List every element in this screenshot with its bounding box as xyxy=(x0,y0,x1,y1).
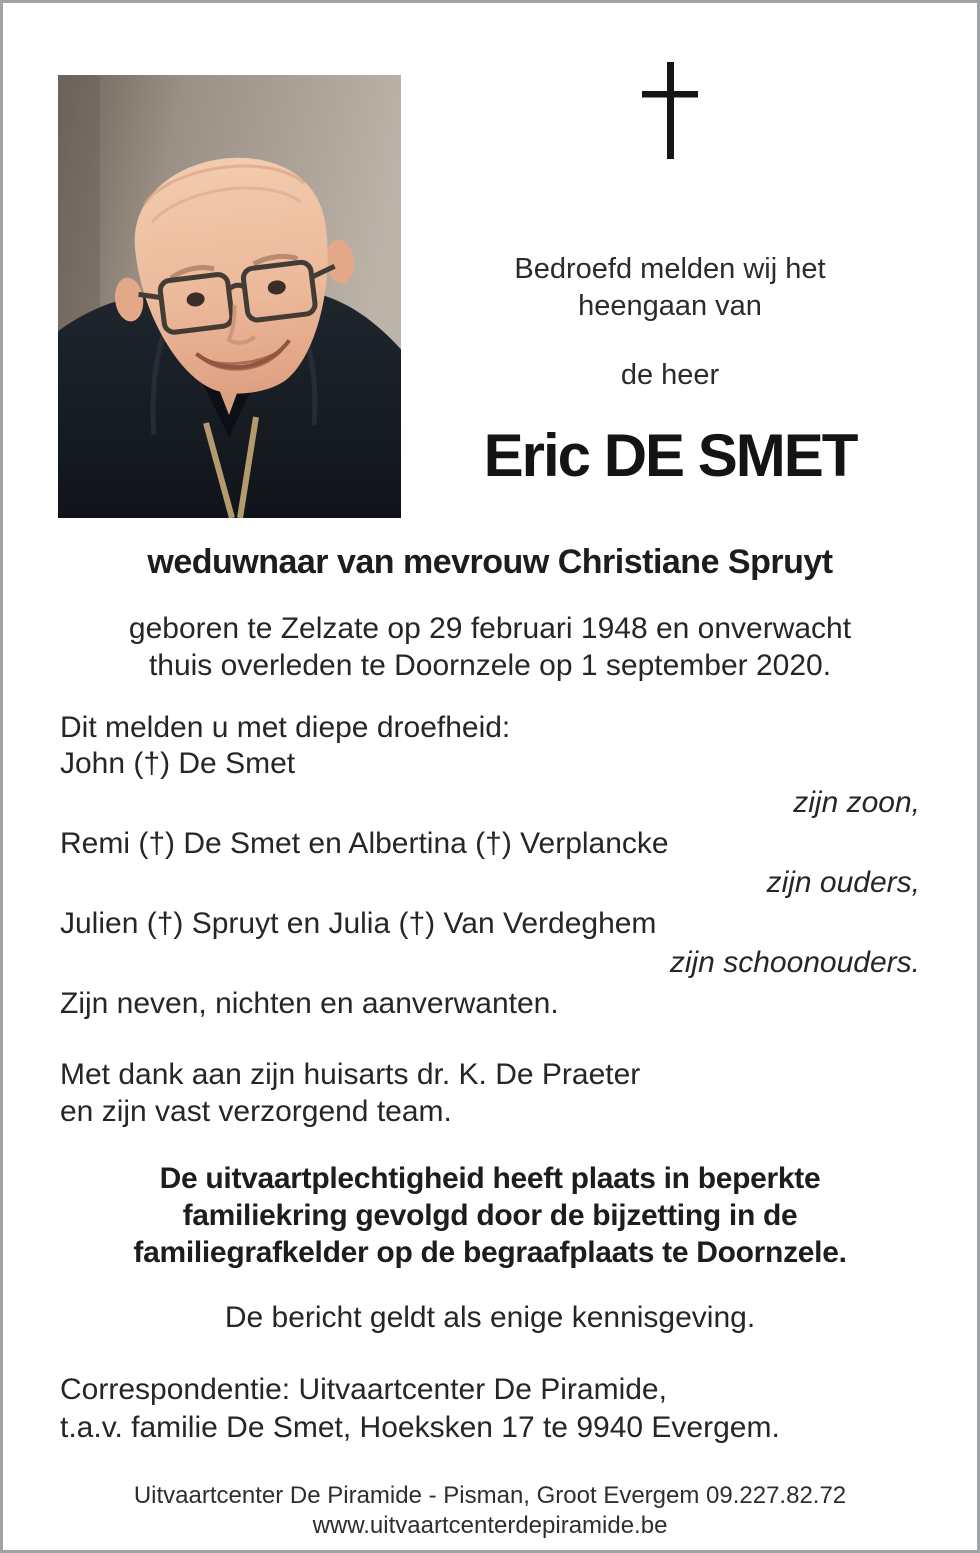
family-entry-names: John (†) De Smet xyxy=(60,747,296,780)
announcement-closing: Zijn neven, nichten en aanverwanten. xyxy=(60,987,559,1020)
family-entry-relation: zijn schoonouders. xyxy=(669,946,920,979)
intro-line-2: heengaan van xyxy=(578,290,762,322)
correspondence-line-1: Correspondentie: Uitvaartcenter De Piramide, xyxy=(60,1373,667,1406)
deceased-name: Eric DE SMET xyxy=(483,422,857,489)
footer-website: www.uitvaartcenterdepiramide.be xyxy=(312,1512,668,1539)
family-entry xyxy=(60,746,920,821)
life-dates xyxy=(60,610,920,684)
intro-text xyxy=(400,251,940,325)
family-entry xyxy=(60,906,920,981)
portrait-photo xyxy=(58,75,401,518)
life-dates-line-1: geboren te Zelzate op 29 februari 1948 en onverwacht xyxy=(128,612,852,645)
correspondence-line-2: t.a.v. familie De Smet, Hoeksken 17 te 9940 Evergem. xyxy=(60,1411,780,1444)
ceremony-line-2: familiekring gevolgd door de bijzetting in de xyxy=(182,1199,798,1232)
thanks-block xyxy=(60,1056,920,1130)
card-header xyxy=(3,3,977,521)
ceremony-line-1: De uitvaartplechtigheid heeft plaats in beperkte xyxy=(159,1162,821,1195)
family-entry xyxy=(60,826,920,901)
footer-contact: Uitvaartcenter De Piramide - Pisman, Groot Evergem 09.227.82.72 xyxy=(133,1482,847,1509)
correspondence-block xyxy=(60,1371,920,1447)
family-entry-relation: zijn ouders, xyxy=(766,866,920,899)
latin-cross-icon xyxy=(642,62,698,159)
intro-line-1: Bedroefd melden wij het xyxy=(514,253,826,285)
ceremony-line-3: familiegrafkelder op de begraafplaats te Doornzele. xyxy=(133,1236,847,1269)
life-dates-line-2: thuis overleden te Doornzele op 1 september 2020. xyxy=(148,649,832,682)
ceremony-block xyxy=(60,1160,920,1271)
footer-block xyxy=(60,1481,920,1541)
family-entry-names: Remi (†) De Smet en Albertina (†) Verplancke xyxy=(60,827,669,860)
header-text-column xyxy=(400,3,940,521)
salutation: de heer xyxy=(620,359,720,391)
announcement-block xyxy=(60,710,920,1022)
family-entry-names: Julien (†) Spruyt en Julia (†) Van Verdeghem xyxy=(60,907,657,940)
announcement-intro: Dit melden u met diepe droefheid: xyxy=(60,711,511,744)
card-body xyxy=(3,543,977,1541)
subtitle: weduwnaar van mevrouw Christiane Spruyt xyxy=(147,543,833,581)
thanks-line-1: Met dank aan zijn huisarts dr. K. De Praeter xyxy=(60,1058,641,1091)
family-entry-relation: zijn zoon, xyxy=(793,786,920,819)
notice-text: De bericht geldt als enige kennisgeving. xyxy=(224,1301,756,1334)
portrait-illustration xyxy=(58,75,401,518)
thanks-line-2: en zijn vast verzorgend team. xyxy=(60,1095,452,1128)
